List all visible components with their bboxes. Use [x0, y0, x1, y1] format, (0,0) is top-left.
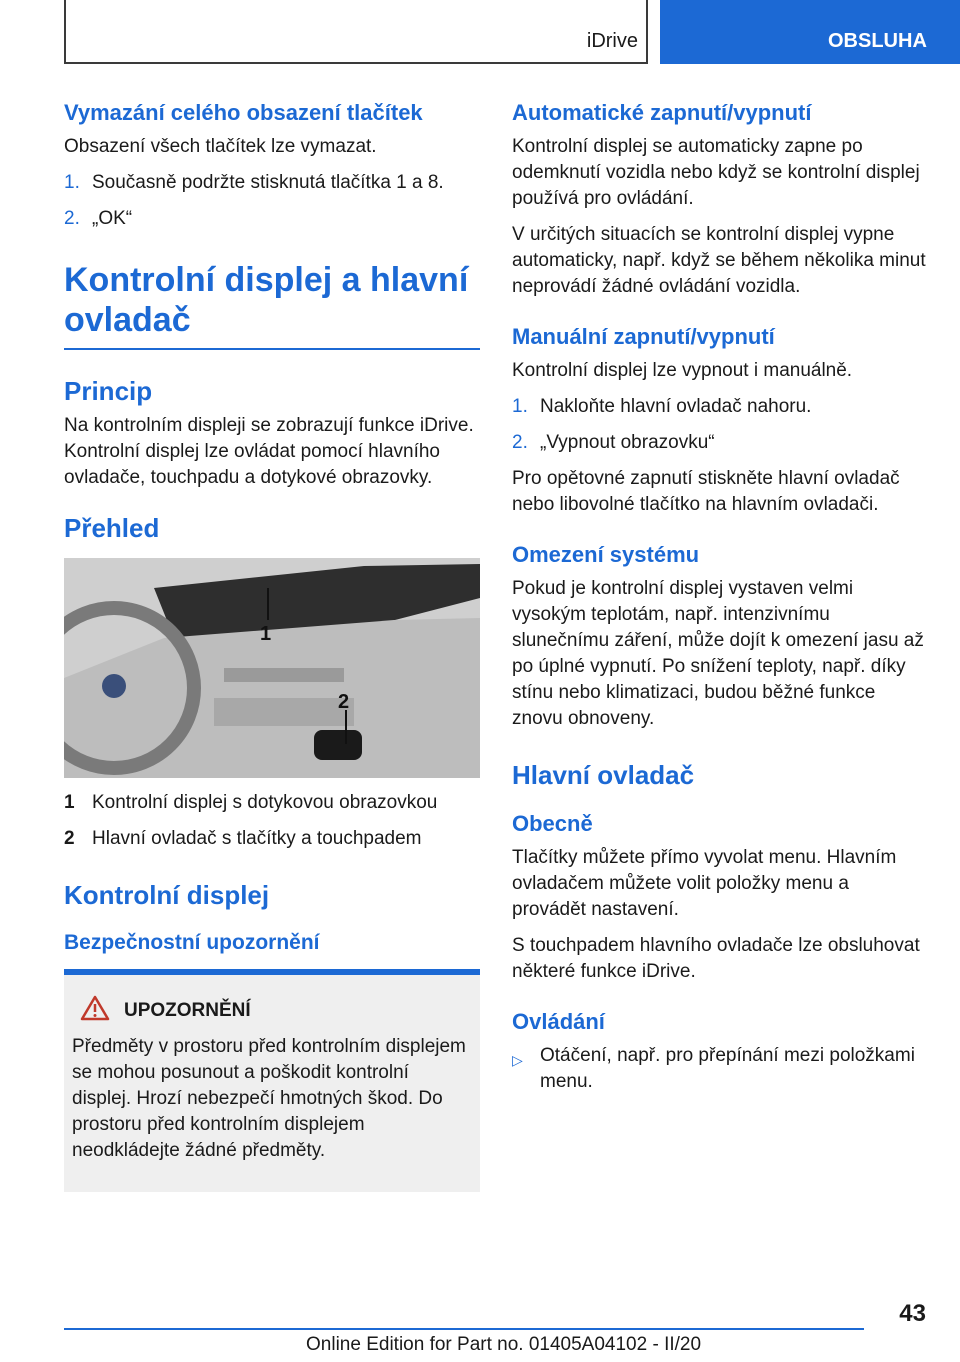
- general-text-2: S touchpadem hlavního ovladače lze obsluhovat některé funkce iDrive.: [512, 935, 920, 982]
- list-item: 1. Současně podržte stisknutá tlačítka 1 a 8.: [64, 172, 444, 193]
- auto-heading: Automatické zapnutí/vypnutí: [512, 100, 812, 125]
- operation-heading: Ovládání: [512, 1009, 605, 1034]
- dashboard-photo: [64, 558, 480, 778]
- warning-box: [64, 969, 480, 1192]
- manual-heading: Manuální zapnutí/vypnutí: [512, 324, 775, 349]
- photo-legend: [64, 790, 480, 852]
- list-item: 2 Hlavní ovladač s tlačítky a touchpadem: [64, 828, 422, 849]
- clear-steps: [64, 170, 480, 232]
- list-item: 1. Nakloňte hlavní ovladač nahoru.: [512, 396, 812, 417]
- safety-heading: Bezpečnostní upozornění: [64, 931, 320, 954]
- warning-title: UPOZORNĚNÍ: [124, 999, 251, 1021]
- manual-text-2: Pro opětovné zapnutí stiskněte hlavní ovladač nebo libovolné tlačítko na hlavním ovladači.: [512, 468, 900, 515]
- callout-2: 2: [338, 691, 350, 713]
- list-item: ▷ Otáčení, např. pro přepínání mezi položkami menu.: [512, 1043, 926, 1095]
- controller-heading: Hlavní ovladač: [512, 760, 695, 790]
- header-frame: [64, 0, 648, 64]
- principle-text: Na kontrolním displeji se zobrazují funkce iDrive. Kontrolní displej lze ovládat pomocí hlavního ovladače, touchpadu a dotykové obrazovky.: [64, 415, 474, 488]
- page-number: 43: [899, 1300, 926, 1327]
- overview-heading: Přehled: [64, 513, 160, 543]
- manual-steps: [512, 394, 926, 456]
- auto-text-2: V určitých situacích se kontrolní displej vypne automaticky, např. když se během několika minut neprovádí žádné ovládání vozidla.: [512, 224, 926, 297]
- list-item: 2. „OK“: [64, 208, 133, 229]
- clear-heading: Vymazání celého obsazení tlačítek: [64, 100, 423, 125]
- footer-edition: Online Edition for Part no. 01405A04102 - II/20: [306, 1334, 702, 1355]
- limits-text: Pokud je kontrolní displej vystaven velmi vysokým teplotám, např. intenzivnímu slunečnímu záření, může dojít k omezení jasu až po úplné vypnutí. Po snížení teploty, např. díky stínu nebo klimatizaci, budou běžné funkce znovu obnoveny.: [512, 578, 924, 729]
- warning-triangle-icon: [80, 995, 110, 1026]
- manual-text: Kontrolní displej lze vypnout i manuálně.: [512, 360, 853, 381]
- list-item: 1 Kontrolní displej s dotykovou obrazovkou: [64, 792, 438, 813]
- general-heading: Obecně: [512, 811, 593, 836]
- right-column: [512, 100, 926, 1105]
- list-item: 2. „Vypnout obrazovku“: [512, 432, 715, 453]
- clear-text: Obsazení všech tlačítek lze vymazat.: [64, 136, 377, 157]
- principle-heading: Princip: [64, 376, 153, 406]
- auto-text-1: Kontrolní displej se automaticky zapne po odemknutí vozidla nebo když se kontrolní displej používá pro ovládání.: [512, 136, 920, 209]
- left-column: [64, 100, 480, 1192]
- callout-1: 1: [260, 623, 272, 645]
- warning-text: Předměty v prostoru před kontrolním displejem se mohou posunout a poškodit kontrolní displej. Hrozí nebezpečí hmotných škod. Do prostoru před kontrolním displejem neodkládejte žádné předměty.: [72, 1036, 466, 1161]
- triangle-bullet-icon: ▷: [512, 1052, 523, 1068]
- section-title: iDrive: [586, 30, 638, 52]
- limits-heading: Omezení systému: [512, 542, 700, 567]
- footer-divider: [64, 1328, 864, 1330]
- operation-list: [512, 1043, 926, 1095]
- general-text-1: Tlačítky můžete přímo vyvolat menu. Hlavním ovladačem můžete volit položky menu a provádět nastavení.: [512, 847, 897, 920]
- main-title: Kontrolní displej a hlavní ovladač: [64, 260, 480, 350]
- display-heading: Kontrolní displej: [64, 880, 270, 910]
- chapter-tab[interactable]: OBSLUHA: [660, 0, 960, 64]
